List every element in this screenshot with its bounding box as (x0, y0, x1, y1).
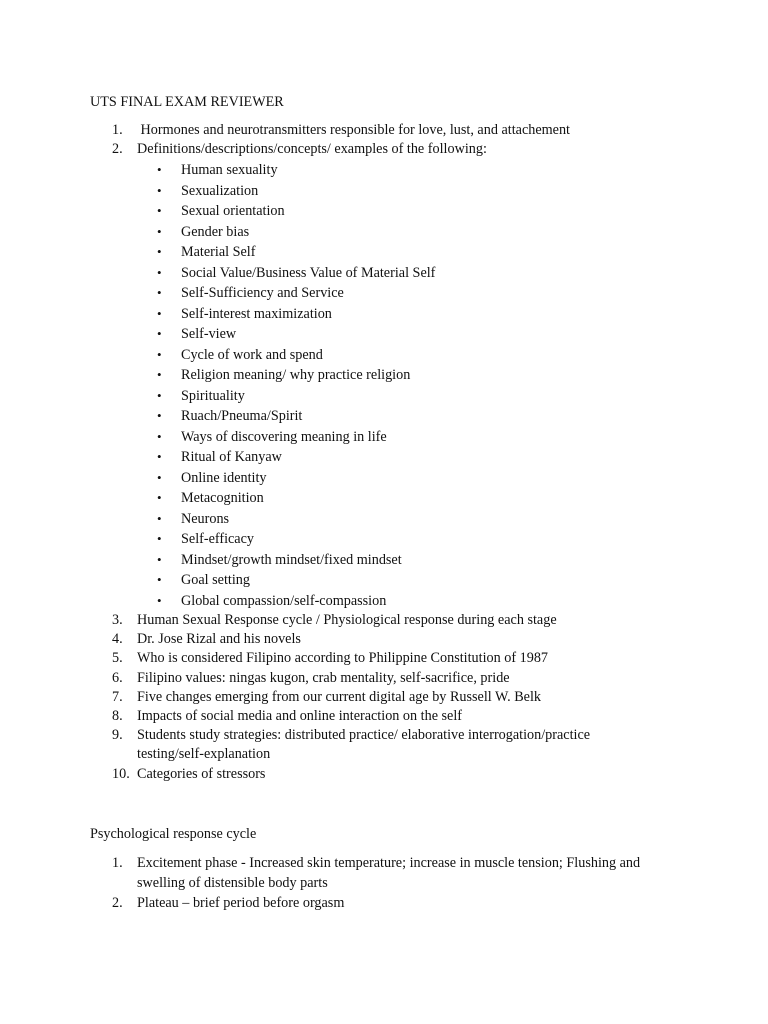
bullet-text: Religion meaning/ why practice religion (181, 367, 411, 383)
bullet-item (0, 406, 768, 427)
bullet-text: Mindset/growth mindset/fixed mindset (181, 551, 402, 568)
bullet-text: Online identity (181, 469, 267, 486)
list-number: 1. (112, 855, 123, 871)
list-number: 3. (112, 612, 123, 628)
bullet-item (0, 550, 768, 571)
bullet-icon: • (157, 551, 162, 567)
bullet-icon: • (157, 285, 162, 300)
list-item (0, 765, 677, 784)
bullet-item (0, 488, 768, 509)
bullet-icon: • (157, 305, 162, 321)
definitions-bullet-list (0, 160, 768, 611)
bullet-text: Global compassion/self-compassion (181, 592, 387, 609)
bullet-icon: • (157, 223, 162, 239)
bullet-item (0, 304, 768, 325)
list-number: 1. (112, 122, 123, 138)
list-item (0, 669, 677, 688)
list-item-text: Hormones and neurotransmitters responsible for love, lust, and attachement (137, 122, 570, 138)
bullet-item (0, 181, 768, 202)
bullet-text: Ritual of Kanyaw (181, 449, 282, 465)
bullet-text: Human sexuality (181, 162, 278, 178)
remaining-topics (0, 611, 768, 784)
bullet-text: Ways of discovering meaning in life (181, 428, 387, 445)
list-item (0, 707, 677, 726)
bullet-icon: • (157, 531, 162, 546)
bullet-item (0, 345, 768, 366)
section-heading: Psychological response cycle (90, 826, 257, 842)
bullet-icon: • (157, 387, 162, 403)
bullet-item (0, 201, 768, 222)
list-item-text: Dr. Jose Rizal and his novels (137, 631, 301, 648)
bullet-icon: • (157, 326, 162, 341)
bullet-item (0, 283, 768, 304)
list-number: 8. (112, 707, 123, 724)
response-cycle-list (0, 853, 768, 913)
bullet-icon: • (157, 490, 162, 505)
bullet-text: Ruach/Pneuma/Spirit (181, 408, 303, 424)
bullet-text: Sexual orientation (181, 203, 285, 219)
bullet-icon: • (157, 592, 162, 608)
list-number: 10. (112, 765, 130, 782)
bullet-icon: • (157, 264, 162, 280)
list-number: 2. (112, 141, 123, 157)
list-item (0, 649, 677, 668)
bullet-item (0, 263, 768, 284)
list-number: 5. (112, 650, 123, 667)
list-item-text: Human Sexual Response cycle / Physiological response during each stage (137, 612, 557, 628)
list-item (0, 688, 677, 707)
bullet-text: Self-interest maximization (181, 305, 332, 322)
list-item-text: Students study strategies: distributed practice/ elaborative interrogation/practice testing/self-explanation (137, 727, 591, 763)
list-item-text: Who is considered Filipino according to Philippine Constitution of 1987 (137, 650, 549, 667)
bullet-item (0, 509, 768, 530)
bullet-item (0, 591, 768, 612)
bullet-text: Neurons (181, 510, 230, 527)
bullet-item (0, 222, 768, 243)
list-item (0, 611, 677, 630)
bullet-icon: • (157, 449, 162, 464)
bullet-item (0, 468, 768, 489)
bullet-icon: • (157, 162, 162, 177)
bullet-icon: • (157, 408, 162, 423)
list-item-text: Categories of stressors (137, 765, 266, 782)
list-number: 2. (112, 895, 123, 911)
bullet-icon: • (157, 244, 162, 259)
bullet-text: Goal setting (181, 572, 250, 588)
list-item-text: Excitement phase - Increased skin temperature; increase in muscle tension; Flushing and swelling of distensible body parts (137, 855, 641, 891)
bullet-icon: • (157, 367, 162, 382)
bullet-text: Spirituality (181, 387, 245, 404)
list-number: 6. (112, 669, 123, 686)
list-number: 4. (112, 631, 123, 648)
bullet-icon: • (157, 469, 162, 485)
list-item (0, 853, 682, 893)
list-number: 7. (112, 688, 123, 705)
bullet-item (0, 447, 768, 468)
bullet-icon: • (157, 572, 162, 587)
bullet-text: Gender bias (181, 223, 250, 240)
list-item-text: Five changes emerging from our current digital age by Russell W. Belk (137, 688, 541, 705)
bullet-text: Self-Sufficiency and Service (181, 285, 344, 301)
bullet-item (0, 529, 768, 550)
list-item-text: Filipino values: ningas kugon, crab mentality, self-sacrifice, pride (137, 669, 510, 686)
bullet-icon: • (157, 182, 162, 198)
list-item (0, 630, 677, 649)
bullet-icon: • (157, 203, 162, 218)
list-item-text: Definitions/descriptions/concepts/ examples of the following: (137, 141, 487, 157)
bullet-item (0, 160, 768, 181)
bullet-text: Metacognition (181, 490, 264, 506)
reviewer-topic-list (0, 121, 768, 784)
list-item (0, 893, 682, 913)
bullet-text: Self-view (181, 326, 237, 342)
bullet-text: Cycle of work and spend (181, 346, 323, 363)
bullet-text: Self-efficacy (181, 531, 254, 547)
list-number: 9. (112, 727, 123, 744)
bullet-icon: • (157, 510, 162, 526)
bullet-item (0, 365, 768, 386)
list-item-text: Impacts of social media and online interaction on the self (137, 707, 463, 724)
bullet-item (0, 386, 768, 407)
bullet-item (0, 427, 768, 448)
bullet-text: Material Self (181, 244, 256, 260)
list-item (0, 726, 617, 764)
bullet-text: Social Value/Business Value of Material Self (181, 264, 436, 281)
bullet-icon: • (157, 428, 162, 444)
bullet-text: Sexualization (181, 182, 259, 199)
bullet-item (0, 570, 768, 591)
list-item (0, 140, 677, 159)
bullet-icon: • (157, 346, 162, 362)
bullet-item (0, 324, 768, 345)
list-item-text: Plateau – brief period before orgasm (137, 895, 345, 911)
bullet-item (0, 242, 768, 263)
document-title: UTS FINAL EXAM REVIEWER (90, 94, 284, 110)
list-item (0, 121, 677, 140)
